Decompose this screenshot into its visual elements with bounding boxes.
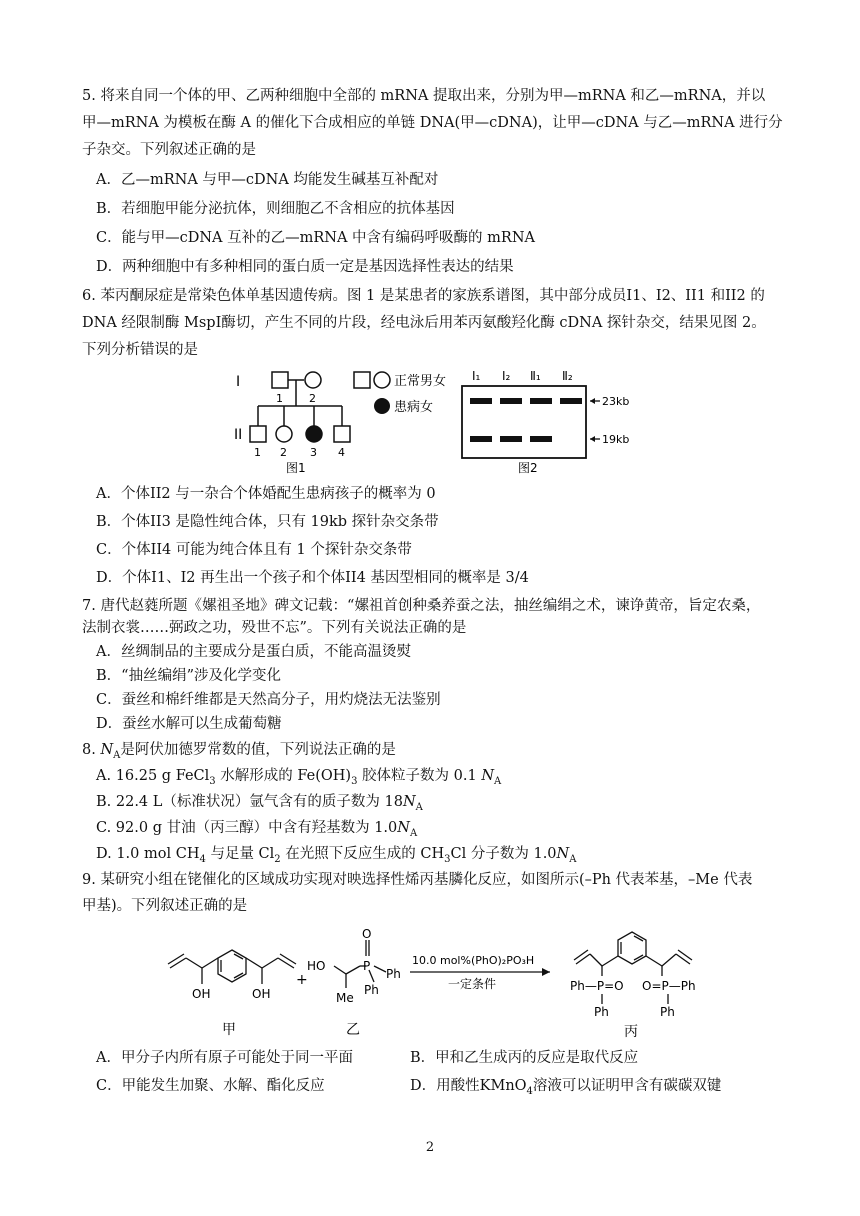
hydroxyl-label: HO — [307, 959, 326, 973]
page-number: 2 — [425, 1140, 435, 1155]
band-19kb-lane3 — [530, 436, 552, 442]
lane-label: Ⅱ₁ — [530, 369, 541, 383]
molecule-yi — [334, 940, 386, 988]
q5-option-c: C．能与甲—cDNA 互补的乙—mRNA 中含有编码呼吸酶的 mRNA — [96, 230, 535, 246]
q6-option-d: D．个体I1、I2 再生出一个孩子和个体II4 基因型相同的概率是 3/4 — [96, 570, 529, 586]
pedigree-child2-normal-female — [276, 426, 292, 442]
q6-option-a: A．个体II2 与一杂合个体婚配生患病孩子的概率为 0 — [96, 486, 436, 502]
generation-label-i: I — [236, 374, 241, 390]
q9-stem-line2: 甲基)。下列叙述正确的是 — [82, 898, 248, 914]
molecule-jia — [168, 950, 296, 984]
condition-text: 一定条件 — [448, 977, 497, 991]
arrow-icon — [590, 436, 595, 442]
electrophoresis-figure — [460, 366, 650, 474]
member-number: 3 — [310, 446, 317, 459]
band-23kb-lane2 — [500, 398, 522, 404]
label-yi: 乙 — [346, 1022, 360, 1038]
lane-label: Ⅱ₂ — [562, 369, 573, 383]
condition-catalyst: 10.0 mol%(PhO)₂PO₃H — [412, 954, 535, 967]
q9-option-d: D．用酸性KMnO$_4$溶液可以证明甲含有碳碳双键 — [410, 1078, 722, 1097]
phosphorus-label: P — [363, 959, 371, 973]
gel-frame — [462, 386, 586, 458]
figure2-caption: 图2 — [518, 461, 538, 474]
legend-affected-label: 患病女 — [394, 400, 434, 415]
band-23kb-lane3 — [530, 398, 552, 404]
q8-stem: 8. $N_A$是阿伏加德罗常数的值，下列说法正确的是 — [82, 742, 396, 761]
benzene-ring — [618, 932, 646, 964]
phenyl-label: Ph — [660, 1005, 675, 1019]
pedigree-father-normal-male — [272, 372, 288, 388]
generation-label-ii: II — [234, 427, 243, 443]
member-number: 2 — [309, 392, 316, 405]
figure1-caption: 图1 — [286, 461, 306, 474]
q5-option-a: A．乙—mRNA 与甲—cDNA 均能发生碱基互补配对 — [96, 172, 439, 188]
pedigree-child3-affected-female — [306, 426, 322, 442]
phenyl-label: Ph — [594, 1005, 609, 1019]
pedigree-mother-normal-female — [305, 372, 321, 388]
q5-stem-line2: 甲—mRNA 为模板在酶 A 的催化下合成相应的单链 DNA(甲—cDNA)，让甲—cDNA 与乙—mRNA 进行分 — [82, 115, 783, 131]
band-size-label: 23kb — [602, 395, 630, 408]
legend-female-circle — [374, 372, 390, 388]
q6-stem-line2: DNA 经限制酶 MspI酶切，产生不同的片段，经电泳后用苯丙氨酸羟化酶 cDNA 探针杂交，结果见图 2。 — [82, 315, 766, 331]
lane-label: I₁ — [472, 369, 481, 383]
q9-option-a: A．甲分子内所有原子可能处于同一平面 — [96, 1050, 353, 1066]
hydroxyl-label: OH — [192, 987, 211, 1001]
legend-affected-circle — [374, 398, 390, 414]
q7-option-d: D．蚕丝水解可以生成葡萄糖 — [96, 716, 282, 732]
pedigree-legend — [352, 368, 462, 420]
member-number: 1 — [254, 446, 261, 459]
q7-stem-line1: 7. 唐代赵蕤所题《嫘祖圣地》碑文记载：“嫘祖首创种桑养蚕之法，抽丝编绢之术，谏诤黄帝，旨定农桑， — [82, 598, 761, 614]
band-19kb-lane1 — [470, 436, 492, 442]
q7-option-c: C．蚕丝和棉纤维都是天然高分子，用灼烧法无法鉴别 — [96, 692, 441, 708]
benzene-ring — [218, 950, 246, 982]
band-19kb-lane2 — [500, 436, 522, 442]
member-number: 1 — [276, 392, 283, 405]
member-number: 2 — [280, 446, 287, 459]
q6-option-c: C．个体II4 可能为纯合体且有 1 个探针杂交条带 — [96, 542, 412, 558]
q5-stem-line1: 5. 将来自同一个体的甲、乙两种细胞中全部的 mRNA 提取出来，分别为甲—mRNA 和乙—mRNA，并以 — [82, 88, 766, 104]
band-size-label: 19kb — [602, 433, 630, 446]
band-23kb-lane1 — [470, 398, 492, 404]
q8-option-d: D. 1.0 mol $CH_4$ 与足量 $Cl_2$ 在光照下反应生成的 $CH_3Cl$ 分子数为 $1.0N_A$ — [96, 846, 577, 865]
q6-stem-line1: 6. 苯丙酮尿症是常染色体单基因遗传病。图 1 是某患者的家族系谱图，其中部分成员I1、I2、II1 和II2 的 — [82, 288, 765, 304]
lane-label: I₂ — [502, 369, 511, 383]
q8-option-a: A. 16.25 g FeCl$_3$ 水解形成的 $Fe(OH)_3$ 胶体粒子数为 0.1 $N_A$ — [96, 768, 502, 787]
hydroxyl-label: OH — [252, 987, 271, 1001]
member-number: 4 — [338, 446, 345, 459]
legend-normal-label: 正常男女 — [394, 374, 447, 389]
reaction-scheme — [150, 922, 730, 1044]
legend-male-square — [354, 372, 370, 388]
plus-sign: + — [296, 972, 308, 988]
q5-option-b: B．若细胞甲能分泌抗体，则细胞乙不含相应的抗体基因 — [96, 201, 455, 217]
molecule-bing — [574, 932, 692, 1004]
q7-stem-line2: 法制衣裳……弼政之功，殁世不忘”。下列有关说法正确的是 — [82, 620, 467, 636]
q6-option-b: B．个体II3 是隐性纯合体，只有 19kb 探针杂交条带 — [96, 514, 439, 530]
oxygen-label: O — [362, 927, 372, 941]
pedigree-child4-normal-male — [334, 426, 350, 442]
methyl-label: Me — [336, 991, 354, 1005]
q9-option-b: B．甲和乙生成丙的反应是取代反应 — [410, 1050, 639, 1066]
q5-option-d: D．两种细胞中有多种相同的蛋白质一定是基因选择性表达的结果 — [96, 259, 514, 275]
q7-option-b: B．“抽丝编绢”涉及化学变化 — [96, 668, 281, 684]
band-23kb-lane4 — [560, 398, 582, 404]
q8-option-b: B. 22.4 L（标准状况）氩气含有的质子数为 $18N_A$ — [96, 794, 423, 813]
q9-stem-line1: 9. 某研究小组在铑催化的区域成功实现对映选择性烯丙基膦化反应，如图所示(–Ph 代表苯基，–Me 代表 — [82, 872, 753, 888]
phenyl-label: Ph — [364, 983, 379, 997]
q7-option-a: A．丝绸制品的主要成分是蛋白质，不能高温烫熨 — [96, 644, 411, 660]
phosphine-oxide-label: O=P—Ph — [642, 979, 696, 993]
arrow-icon — [590, 398, 595, 404]
phenyl-label: Ph — [386, 967, 401, 981]
q6-stem-line3: 下列分析错误的是 — [82, 342, 198, 358]
pedigree-child1-normal-male — [250, 426, 266, 442]
arrow-icon — [542, 968, 550, 976]
label-jia: 甲 — [222, 1022, 236, 1038]
q5-stem-line3: 子杂交。下列叙述正确的是 — [82, 142, 256, 158]
label-bing: 丙 — [624, 1024, 638, 1040]
phosphine-oxide-label: Ph—P=O — [570, 979, 624, 993]
q8-option-c: C. 92.0 g 甘油（丙三醇）中含有羟基数为 $1.0N_A$ — [96, 820, 418, 839]
q9-option-c: C．甲能发生加聚、水解、酯化反应 — [96, 1078, 325, 1094]
